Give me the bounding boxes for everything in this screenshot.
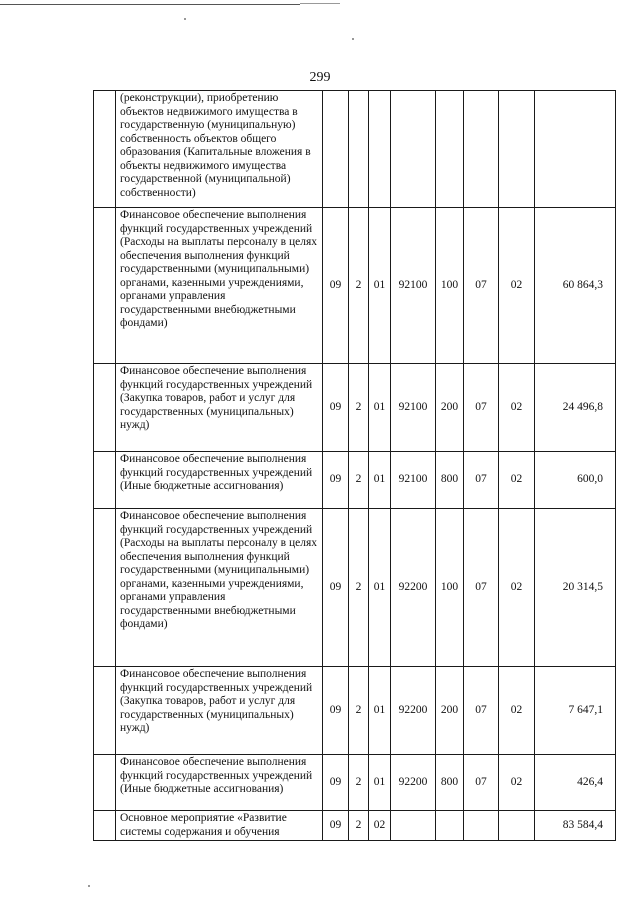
cell-event bbox=[369, 91, 391, 208]
cell-section: 07 bbox=[464, 509, 499, 667]
cell-subprogram: 2 bbox=[349, 364, 369, 452]
row-description: Финансовое обеспечение выполнения функций государственных учреждений (Расходы на выплаты персоналу в целях обеспечения выполнения функций государственными (муниципальными) органами, казенными учреждениями, органами управления государственными внебюджетными фондами) bbox=[116, 208, 323, 364]
cell-subsection bbox=[499, 811, 535, 841]
table-row bbox=[94, 452, 616, 509]
blank-cell bbox=[94, 509, 116, 667]
cell-subprogram bbox=[349, 91, 369, 208]
cell-subprogram: 2 bbox=[349, 509, 369, 667]
cell-amount: 60 864,3 bbox=[535, 208, 616, 364]
cell-subsection: 02 bbox=[499, 364, 535, 452]
cell-section: 07 bbox=[464, 755, 499, 811]
scan-speck bbox=[88, 885, 90, 887]
row-description: Финансовое обеспечение выполнения функций государственных учреждений (Иные бюджетные ассигнования) bbox=[116, 452, 323, 509]
scan-speck bbox=[352, 38, 354, 40]
cell-subsection bbox=[499, 91, 535, 208]
row-description: Финансовое обеспечение выполнения функций государственных учреждений (Закупка товаров, работ и услуг для государственных (муниципальных) нужд) bbox=[116, 667, 323, 755]
cell-amount: 600,0 bbox=[535, 452, 616, 509]
cell-program: 09 bbox=[323, 208, 349, 364]
cell-direction: 92200 bbox=[391, 755, 436, 811]
cell-event: 01 bbox=[369, 452, 391, 509]
blank-cell bbox=[94, 452, 116, 509]
cell-expense-type: 800 bbox=[436, 452, 464, 509]
cell-event: 01 bbox=[369, 667, 391, 755]
cell-direction: 92200 bbox=[391, 509, 436, 667]
cell-program: 09 bbox=[323, 452, 349, 509]
cell-subprogram: 2 bbox=[349, 452, 369, 509]
cell-section: 07 bbox=[464, 667, 499, 755]
cell-expense-type: 800 bbox=[436, 755, 464, 811]
blank-cell bbox=[94, 667, 116, 755]
cell-program: 09 bbox=[323, 509, 349, 667]
cell-subsection: 02 bbox=[499, 208, 535, 364]
cell-program: 09 bbox=[323, 755, 349, 811]
cell-amount bbox=[535, 91, 616, 208]
blank-cell bbox=[94, 208, 116, 364]
table-row bbox=[94, 667, 616, 755]
blank-cell bbox=[94, 811, 116, 841]
cell-subsection: 02 bbox=[499, 755, 535, 811]
cell-section: 07 bbox=[464, 208, 499, 364]
cell-section bbox=[464, 91, 499, 208]
cell-subprogram: 2 bbox=[349, 208, 369, 364]
cell-expense-type: 100 bbox=[436, 509, 464, 667]
cell-section: 07 bbox=[464, 364, 499, 452]
table-row bbox=[94, 364, 616, 452]
cell-subprogram: 2 bbox=[349, 667, 369, 755]
cell-program bbox=[323, 91, 349, 208]
cell-amount: 83 584,4 bbox=[535, 811, 616, 841]
cell-subsection: 02 bbox=[499, 509, 535, 667]
cell-event: 01 bbox=[369, 364, 391, 452]
cell-amount: 7 647,1 bbox=[535, 667, 616, 755]
cell-direction: 92100 bbox=[391, 364, 436, 452]
row-description: Финансовое обеспечение выполнения функций государственных учреждений (Закупка товаров, работ и услуг для государственных (муниципальных) нужд) bbox=[116, 364, 323, 452]
blank-cell bbox=[94, 755, 116, 811]
cell-subsection: 02 bbox=[499, 452, 535, 509]
cell-direction: 92100 bbox=[391, 208, 436, 364]
cell-program: 09 bbox=[323, 811, 349, 841]
cell-expense-type: 200 bbox=[436, 364, 464, 452]
row-description: Финансовое обеспечение выполнения функций государственных учреждений (Иные бюджетные ассигнования) bbox=[116, 755, 323, 811]
cell-expense-type bbox=[436, 811, 464, 841]
cell-amount: 20 314,5 bbox=[535, 509, 616, 667]
cell-direction bbox=[391, 91, 436, 208]
table-row bbox=[94, 509, 616, 667]
blank-cell bbox=[94, 91, 116, 208]
cell-direction: 92200 bbox=[391, 667, 436, 755]
cell-subprogram: 2 bbox=[349, 811, 369, 841]
cell-event: 01 bbox=[369, 755, 391, 811]
cell-subsection: 02 bbox=[499, 667, 535, 755]
budget-table bbox=[93, 90, 616, 841]
page-number: 299 bbox=[309, 70, 331, 85]
cell-expense-type bbox=[436, 91, 464, 208]
cell-expense-type: 200 bbox=[436, 667, 464, 755]
cell-amount: 426,4 bbox=[535, 755, 616, 811]
cell-section: 07 bbox=[464, 452, 499, 509]
scan-edge-line bbox=[0, 4, 300, 5]
cell-section bbox=[464, 811, 499, 841]
row-description: Финансовое обеспечение выполнения функций государственных учреждений (Расходы на выплаты персоналу в целях обеспечения выполнения функций государственными (муниципальными) органами, казенными учреждениями, органами управления государственными внебюджетными фондами) bbox=[116, 509, 323, 667]
cell-expense-type: 100 bbox=[436, 208, 464, 364]
scan-speck bbox=[184, 18, 186, 20]
row-description: (реконструкции), приобретению объектов недвижимого имущества в государственную (муниципальную) собственность объектов общего образования (Капитальные вложения в объекты недвижимого имущества государственной (муниципальной) собственности) bbox=[116, 91, 323, 208]
cell-amount: 24 496,8 bbox=[535, 364, 616, 452]
cell-subprogram: 2 bbox=[349, 755, 369, 811]
cell-program: 09 bbox=[323, 364, 349, 452]
table-row bbox=[94, 208, 616, 364]
blank-cell bbox=[94, 364, 116, 452]
cell-event: 01 bbox=[369, 509, 391, 667]
cell-direction bbox=[391, 811, 436, 841]
table-row bbox=[94, 811, 616, 841]
cell-program: 09 bbox=[323, 667, 349, 755]
cell-event: 01 bbox=[369, 208, 391, 364]
cell-direction: 92100 bbox=[391, 452, 436, 509]
table-row bbox=[94, 91, 616, 208]
table-row bbox=[94, 755, 616, 811]
scan-edge-line bbox=[300, 3, 340, 4]
cell-event: 02 bbox=[369, 811, 391, 841]
row-description: Основное мероприятие «Развитие системы содержания и обучения bbox=[116, 811, 323, 841]
